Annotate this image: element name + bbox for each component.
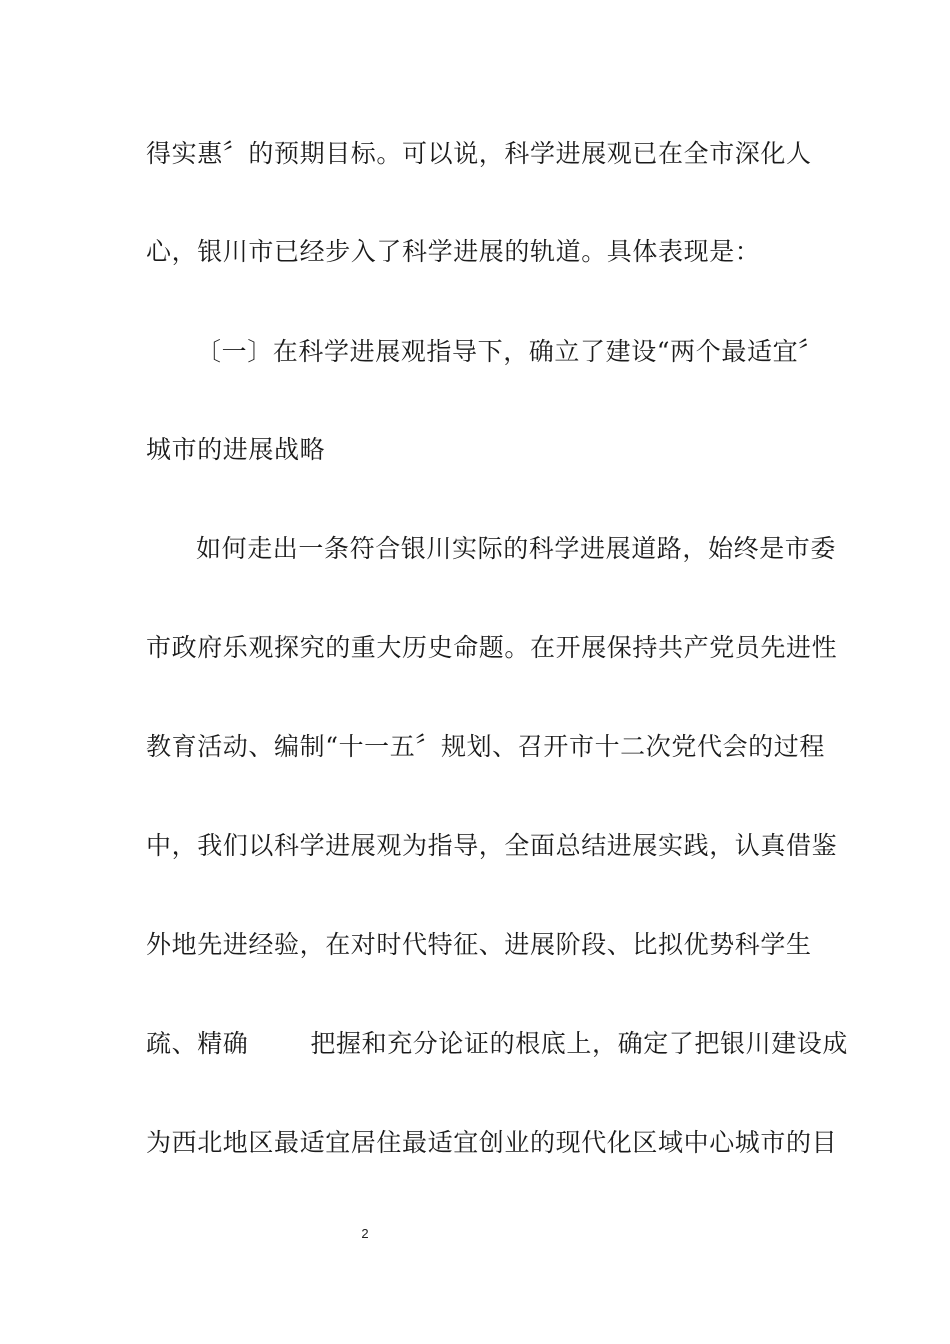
page-number: 2 (361, 1226, 369, 1241)
body-text-line-4: 市政府乐观探究的重大历史命题。在开展保持共产党员先进性 (146, 633, 838, 662)
body-text-line-1: 得实惠〞的预期目标。可以说，科学进展观已在全市深化人 (146, 139, 812, 168)
body-text-line-8-start: 疏、精确 (146, 1029, 249, 1058)
section-heading-line-2: 城市的进展战略 (146, 435, 326, 464)
body-text-line-9: 为西北地区最适宜居住最适宜创业的现代化区域中心城市的目 (146, 1128, 838, 1157)
body-text-line-6: 中，我们以科学进展观为指导，全面总结进展实践，认真借鉴 (146, 831, 838, 860)
body-text-line-8 (146, 1029, 849, 1059)
body-text-line-8-end: 把握和充分论证的根底上，确定了把银川建设成 (310, 1029, 849, 1058)
body-text-line-5: 教育活动、编制“十一五〞规划、召开市十二次党代会的过程 (146, 732, 825, 761)
body-text-line-7: 外地先进经验，在对时代特征、进展阶段、比拟优势科学生 (146, 930, 812, 959)
body-text-line-2: 心，银川市已经步入了科学进展的轨道。具体表现是： (146, 237, 761, 266)
section-heading-line-1: 〔一〕在科学进展观指导下，确立了建设“两个最适宜〞 (196, 337, 824, 366)
body-text-line-3: 如何走出一条符合银川实际的科学进展道路，始终是市委 (196, 534, 837, 563)
